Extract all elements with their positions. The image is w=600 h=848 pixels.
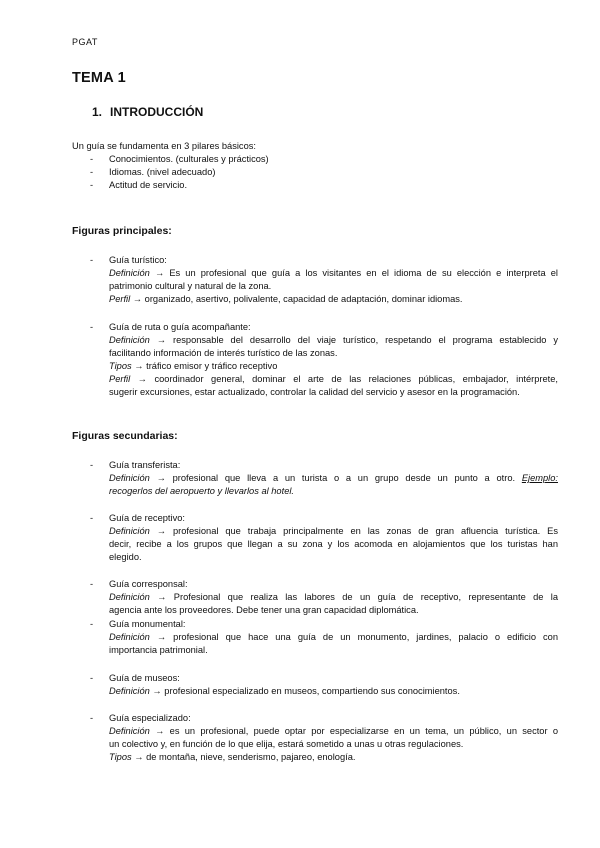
entry-guia-especializado: - Guía especializado: Definición → es un profesional, puede optar por especializarse en un tema, un público, un sector o un colectivo y, en función de lo que elija, estará sometido a unas u otras regulaciones. Tipos → de montaña, nieve, senderismo, pajareo, enología.: [90, 713, 558, 762]
definition-line: Definición → profesional que hace una guía de un monumento, jardines, palacio o edificio con: [109, 632, 558, 642]
entry-guia-receptivo: - Guía de receptivo: Definición → profesional que trabaja principalmente en las zonas de gran afluencia turística. Es decir, recibe a los grupos que llegan a su zona y los acomoda en alojamientos que los turistas han elegido.: [90, 513, 558, 562]
heading-figuras-principales: Figuras principales:: [72, 225, 172, 237]
heading-figuras-secundarias: Figuras secundarias:: [72, 430, 178, 442]
entry-name: Guía de museos:: [109, 673, 180, 683]
perfil-line: Perfil → coordinador general, dominar el arte de las relaciones públicas, embajador, intérprete,: [109, 374, 558, 384]
section-subtitle: [92, 106, 203, 119]
perfil-line: Perfil → organizado, asertivo, polivalente, capacidad de adaptación, dominar idiomas.: [109, 294, 463, 304]
entry-guia-museos: - Guía de museos: Definición → profesional especializado en museos, compartiendo sus conocimientos.: [90, 672, 558, 698]
intro-block: [72, 140, 532, 192]
definition-line: Definición → profesional que lleva a un turista o a un grupo desde un punto a otro. Ejemplo:: [109, 473, 558, 483]
definition-line: Definición → Profesional que realiza las labores de un guía de receptivo, representante de la: [109, 592, 558, 602]
entry-guia-monumental: - Guía monumental: Definición → profesional que hace una guía de un monumento, jardines, palacio o edificio con importancia patrimonial.: [90, 619, 558, 655]
entry-name: Guía turístico:: [109, 255, 167, 265]
entry-name: Guía de ruta o guía acompañante:: [109, 322, 251, 332]
definition-line: un colectivo y, en función de lo que elija, estará sometido a unas u otras regulaciones.: [109, 739, 464, 749]
entry-name: Guía de receptivo:: [109, 513, 185, 523]
subtitle-number: 1.: [92, 105, 103, 119]
entry-name: Guía corresponsal:: [109, 579, 188, 589]
definition-line: importancia patrimonial.: [109, 645, 208, 655]
list-item: - Idiomas. (nivel adecuado): [90, 167, 216, 177]
page-title: TEMA 1: [72, 70, 126, 86]
definition-line: Definición → Es un profesional que guía a los visitantes en el idioma de su elección e interpreta el: [109, 268, 558, 278]
definition-line: Definición → es un profesional, puede optar por especializarse en un tema, un público, un sector o: [109, 726, 558, 736]
definition-line: Definición → profesional que trabaja principalmente en las zonas de gran afluencia turística. Es: [109, 526, 558, 536]
entry-name: Guía transferista:: [109, 460, 181, 470]
definition-line: elegido.: [109, 552, 142, 562]
definition-line: decir, recibe a los grupos que llegan a su zona y los acomoda en alojamientos que los turistas han: [109, 539, 558, 549]
entry-guia-transferista: - Guía transferista: Definición → profesional que lleva a un turista o a un grupo desde un punto a otro. Ejemplo: recogerlos del aeropuerto y llevarlos al hotel.: [90, 460, 558, 496]
pillars-list: [72, 153, 532, 192]
entry-name: Guía especializado:: [109, 713, 191, 723]
definition-line: agencia ante los proveedores. Debe tener una gran capacidad diplomática.: [109, 605, 419, 615]
definition-line: Definición → profesional especializado en museos, compartiendo sus conocimientos.: [109, 686, 460, 696]
intro-text: Un guía se fundamenta en 3 pilares básicos:: [72, 141, 256, 151]
perfil-line: sugerir excursiones, estar actualizado, controlar la calidad del servicio y asesor en la programación.: [109, 387, 520, 397]
entry-name: Guía monumental:: [109, 619, 186, 629]
subtitle-text: INTRODUCCIÓN: [110, 105, 204, 119]
entry-guia-corresponsal: - Guía corresponsal: Definición → Profesional que realiza las labores de un guía de receptivo, representante de la agencia ante los proveedores. Debe tener una gran capacidad diplomática.: [90, 579, 558, 615]
definition-line: Definición → responsable del desarrollo del viaje turístico, respetando el programa establecido y: [109, 335, 558, 345]
tipos-line: Tipos → de montaña, nieve, senderismo, pajareo, enología.: [109, 752, 356, 762]
definition-line: patrimonio cultural y natural de la zona.: [109, 281, 272, 291]
entry-guia-turistico: - Guía turístico: Definición → Es un profesional que guía a los visitantes en el idioma de su elección e interpreta el patrimonio cultural y natural de la zona. Perfil → organizado, asertivo, polivalente, capacidad de adaptación, dominar idiomas.: [90, 255, 558, 304]
tipos-line: Tipos → tráfico emisor y tráfico receptivo: [109, 361, 278, 371]
list-item: - Actitud de servicio.: [90, 180, 188, 190]
example-line: recogerlos del aeropuerto y llevarlos al hotel.: [109, 486, 295, 496]
list-item: - Conocimientos. (culturales y prácticos): [90, 154, 269, 164]
entry-guia-ruta: - Guía de ruta o guía acompañante: Definición → responsable del desarrollo del viaje turístico, respetando el programa establecido y facilitando información de interés turístico de las zonas. Tipos → tráfico emisor y tráfico receptivo Perfil → coordinador general, dominar el arte de las relaciones públicas, embajador, intérprete, sugerir excursiones, estar actualizado, controlar la calidad del servicio y asesor en la programación.: [90, 322, 558, 397]
definition-line: facilitando información de interés turístico de las zonas.: [109, 348, 338, 358]
page-header: PGAT: [72, 37, 98, 47]
